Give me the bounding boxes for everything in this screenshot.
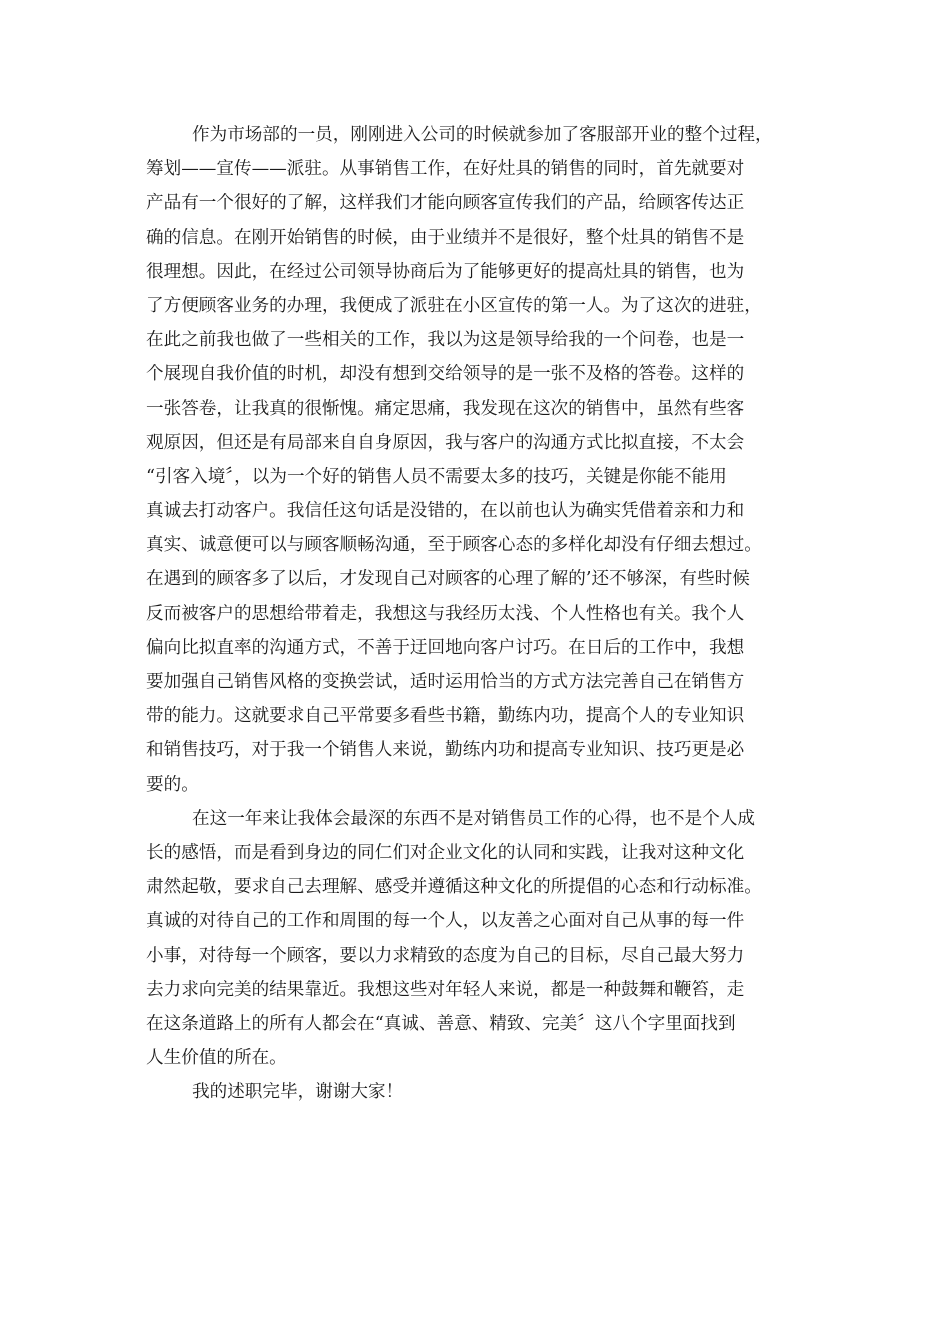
text-line: 我的述职完毕，谢谢大家！ — [192, 1082, 404, 1103]
text-line: 反而被客户的思想给带着走，我想这与我经历太浅、个人性格也有关。我个人 — [146, 603, 745, 624]
text-line: 和销售技巧，对于我一个销售人来说，勤练内功和提高专业知识、技巧更是必 — [146, 740, 745, 761]
text-line: 要的。 — [146, 774, 199, 795]
text-line: 了方便顾客业务的办理，我便成了派驻在小区宣传的第一人。为了这次的进驻， — [146, 295, 762, 316]
text-line: 很理想。因此，在经过公司领导协商后为了能够更好的提高灶具的销售，也为 — [146, 261, 745, 282]
text-line: 长的感悟，而是看到身边的同仁们对企业文化的认同和实践，让我对这种文化 — [146, 842, 745, 863]
text-line: “引客入境〞，以为一个好的销售人员不需要太多的技巧，关键是你能不能用 — [146, 466, 727, 487]
text-line: 真实、诚意便可以与顾客顺畅沟通，至于顾客心态的多样化却没有仔细去想过。 — [146, 535, 762, 556]
document-body — [146, 118, 816, 1109]
text-line: 真诚的对待自己的工作和周围的每一个人，以友善之心面对自己从事的每一件 — [146, 911, 745, 932]
text-line: 观原因，但还是有局部来自自身原因，我与客户的沟通方式比拟直接，不太会 — [146, 432, 745, 453]
text-line: 人生价值的所在。 — [146, 1048, 287, 1069]
text-line: 真诚去打动客户。我信任这句话是没错的，在以前也认为确实凭借着亲和力和 — [146, 501, 745, 522]
text-line: 去力求向完美的结果靠近。我想这些对年轻人来说，都是一种鼓舞和鞭笞，走 — [146, 979, 745, 1000]
text-line: 小事，对待每一个顾客，要以力求精致的态度为自己的目标，尽自己最大努力 — [146, 945, 745, 966]
text-line: 在此之前我也做了一些相关的工作，我以为这是领导给我的一个问卷，也是一 — [146, 330, 745, 351]
text-line: 筹划——宣传——派驻。从事销售工作，在好灶具的销售的同时，首先就要对 — [146, 159, 745, 180]
text-line: 肃然起敬，要求自己去理解、感受并遵循这种文化的所提倡的心态和行动标准。 — [146, 877, 762, 898]
text-line: 在这一年来让我体会最深的东西不是对销售员工作的心得，也不是个人成 — [192, 808, 756, 829]
text-line: 要加强自己销售风格的变换尝试，适时运用恰当的方式方法完善自己在销售方 — [146, 672, 745, 692]
text-line: 确的信息。在刚开始销售的时候，由于业绩并不是很好，整个灶具的销售不是 — [146, 227, 745, 248]
text-line: 在遇到的顾客多了以后，才发现自己对顾客的心理了解的’还不够深，有些时候 — [146, 569, 750, 590]
text-line: 作为市场部的一员，刚刚进入公司的时候就参加了客服部开业的整个过程， — [192, 125, 773, 145]
text-line: 一张答卷，让我真的很惭愧。痛定思痛，我发现在这次的销售中，虽然有些客 — [146, 398, 745, 419]
text-line: 在这条道路上的所有人都会在“真诚、善意、精致、完美〞这八个字里面找到 — [146, 1013, 736, 1034]
text-line: 个展现自我价值的时机，却没有想到交给领导的是一张不及格的答卷。这样的 — [146, 364, 745, 385]
text-line: 偏向比拟直率的沟通方式，不善于迂回地向客户讨巧。在日后的工作中，我想 — [146, 637, 745, 658]
text-line: 产品有一个很好的了解，这样我们才能向顾客宣传我们的产品，给顾客传达正 — [146, 193, 745, 214]
text-line: 带的能力。这就要求自己平常要多看些书籍，勤练内功，提高个人的专业知识 — [146, 706, 745, 727]
